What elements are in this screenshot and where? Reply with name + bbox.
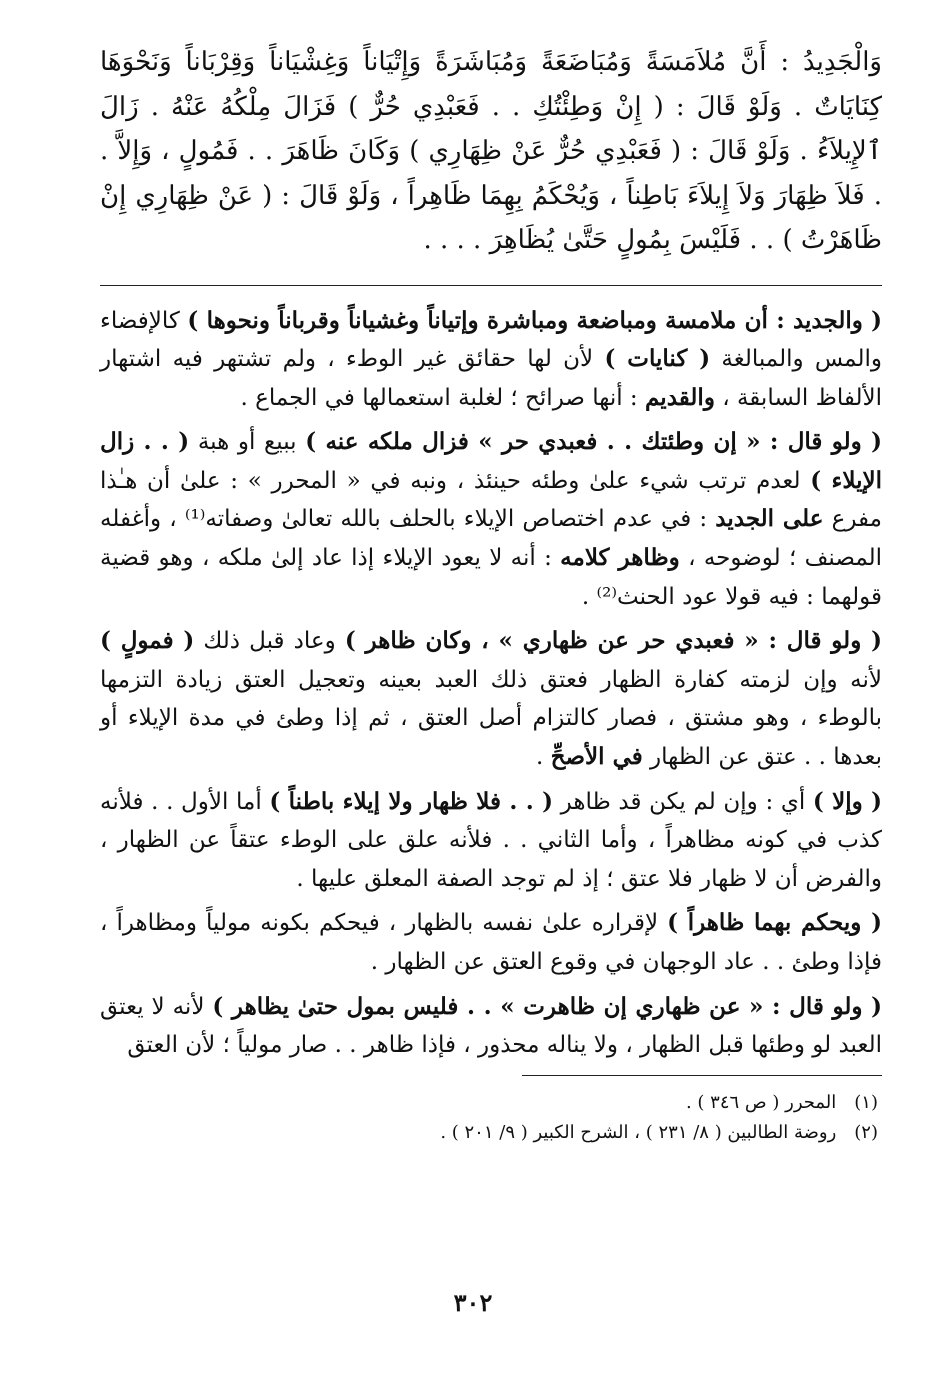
commentary-text: : أنه لا يعود الإيلاء إذا عاد إلىٰ ملكه ، وهو قضية قولهما : فيه قولا عود الحنث⁽²⁾ . [100, 545, 882, 610]
commentary-text: : أنها صرائح ؛ لغلبة استعمالها في الجماع . [240, 384, 645, 411]
footnote [100, 1088, 882, 1118]
commentary [100, 302, 882, 1065]
commentary-text: وعاد قبل ذلك [194, 628, 345, 655]
commentary-paragraph [100, 622, 882, 776]
commentary-text: . [536, 744, 551, 771]
commentary-text: لإقراره علىٰ نفسه بالظهار ، فيحكم بكونه مولياً ومظاهراً ، فإذا وطئ . . عاد الوجهان في وقوع العتق عن الظهار . [100, 910, 882, 975]
commentary-text: لعدم ترتب شيء علىٰ وطئه حينئذ ، ونبه في « المحرر » : علىٰ أن هـٰذا مفرع [100, 467, 882, 533]
commentary-paragraph [100, 783, 882, 899]
footnote-text: روضة الطالبين ( ٨/ ٢٣١ ) ، الشرح الكبير ( ٩/ ٢٠١ ) . [440, 1121, 837, 1143]
quoted-matn: ( فمولٍ ) [100, 627, 195, 655]
quoted-matn: ( ويحكم بهما ظاهراً ) [667, 909, 882, 937]
quoted-matn: ( . . زال الإيلاء ) [100, 428, 882, 494]
commentary-text: : في عدم اختصاص الإيلاء بالحلف بالله تعالىٰ وصفاته⁽¹⁾ ، وأغفله المصنف ؛ لوضوحه ، [100, 506, 883, 572]
commentary-paragraph [100, 302, 882, 418]
quoted-matn: ( والجديد : أن ملامسة ومباضعة ومباشرة وإتياناً وغشياناً وقرباناً ونحوها ) [187, 306, 882, 334]
commentary-text: أي : وإن لم يكن قد ظاهر [552, 788, 813, 815]
footnote-text: المحرر ( ص ٣٤٦ ) . [685, 1091, 837, 1113]
quoted-matn: ( ولو قال : « عن ظهاري إن ظاهرت » . . فليس بمول حتىٰ يظاهر ) [212, 992, 882, 1020]
page-number: ٣٠٢ [453, 1288, 493, 1317]
footnote-number: (٢) [854, 1121, 878, 1143]
footnote-separator [522, 1075, 882, 1076]
quoted-matn: ( ولو قال : « إن وطئتك . . فعبدي حر » فزال ملكه عنه ) [305, 428, 882, 456]
commentary-text: لأنه لا يعتق العبد لو وطئها قبل الظهار ، ولا يناله محذور ، فإذا ظاهر . . صار مولياً ؛ لأن العتق [100, 993, 882, 1059]
commentary-text: كالإفضاء والمس والمبالغة [100, 307, 882, 373]
quoted-matn: ( . . فلا ظهار ولا إيلاء باطناً ) [269, 787, 553, 815]
commentary-paragraph [100, 423, 882, 616]
commentary-paragraph [100, 904, 882, 981]
matn-separator [100, 285, 882, 286]
matn-text: وَالْجَدِيدُ : أَنَّ مُلاَمَسَةً وَمُبَاضَعَةً وَمُبَاشَرَةً وَإِتْيَاناً وَغِشْيَاناً وَقِرْبَاناً وَنَحْوَهَا كِنَايَاتٌ . وَلَوْ قَالَ : ( إِنْ وَطِئْتُكِ . . فَعَبْدِي حُرٌّ ) فَزَالَ مِلْكُهُ عَنْهُ . زَالَ ٱلإِيلاَءُ . وَلَوْ قَالَ : ( فَعَبْدِي حُرٌّ عَنْ ظِهَارِي ) وَكَانَ ظَاهَرَ . . فَمُولٍ ، وَإِلاَّ . . فَلاَ ظِهَارَ وَلاَ إِيلاَءَ بَاطِناً ، وَيُحْكَمُ بِهِمَا ظَاهِراً ، وَلَوْ قَالَ : ( عَنْ ظِهَارِي إِنْ ظَاهَرْتُ ) . . فَلَيْسَ بِمُولٍ حَتَّىٰ يُظَاهِرَ . . . . [100, 47, 882, 255]
quoted-matn: ( كنايات ) [604, 345, 711, 373]
footnote-number: (١) [854, 1091, 878, 1113]
footnote [100, 1118, 882, 1148]
footnotes [100, 1088, 882, 1148]
commentary-text: لأنه وإن لزمته كفارة الظهار فعتق ذلك العبد بعينه وتعجيل العتق زيادة التزمها بالوطء ، وهو مشتق ، فصار كالتزام أصل العتق ، ثم إذا وطئ في مدة الإيلاء أو بعدها . . عتق عن الظهار [100, 666, 882, 771]
quoted-matn: والقديم [645, 383, 715, 411]
quoted-matn: ( وإلا ) [812, 787, 882, 815]
quoted-matn: في الأصحِّ [550, 743, 643, 771]
commentary-paragraph [100, 988, 882, 1065]
quoted-matn: على الجديد [715, 505, 824, 533]
commentary-text: أما الأول . . فلأنه كذب في كونه مظاهراً ، وأما الثاني . . فلأنه علق على الوطء عتقاً عن الظهار ، والفرض أن لا ظهار فلا عتق ؛ إذ لم توجد الصفة المعلق عليها . [100, 788, 882, 892]
commentary-text: لأن لها حقائق غير الوطء ، ولم تشتهر فيه اشتهار الألفاظ السابقة ، [100, 346, 882, 411]
commentary-text: ببيع أو هبة [189, 429, 306, 456]
quoted-matn: وظاهر كلامه [560, 544, 680, 572]
page-body [100, 40, 882, 1148]
quoted-matn: ( ولو قال : « فعبدي حر عن ظهاري » ، وكان ظاهر ) [344, 627, 883, 655]
